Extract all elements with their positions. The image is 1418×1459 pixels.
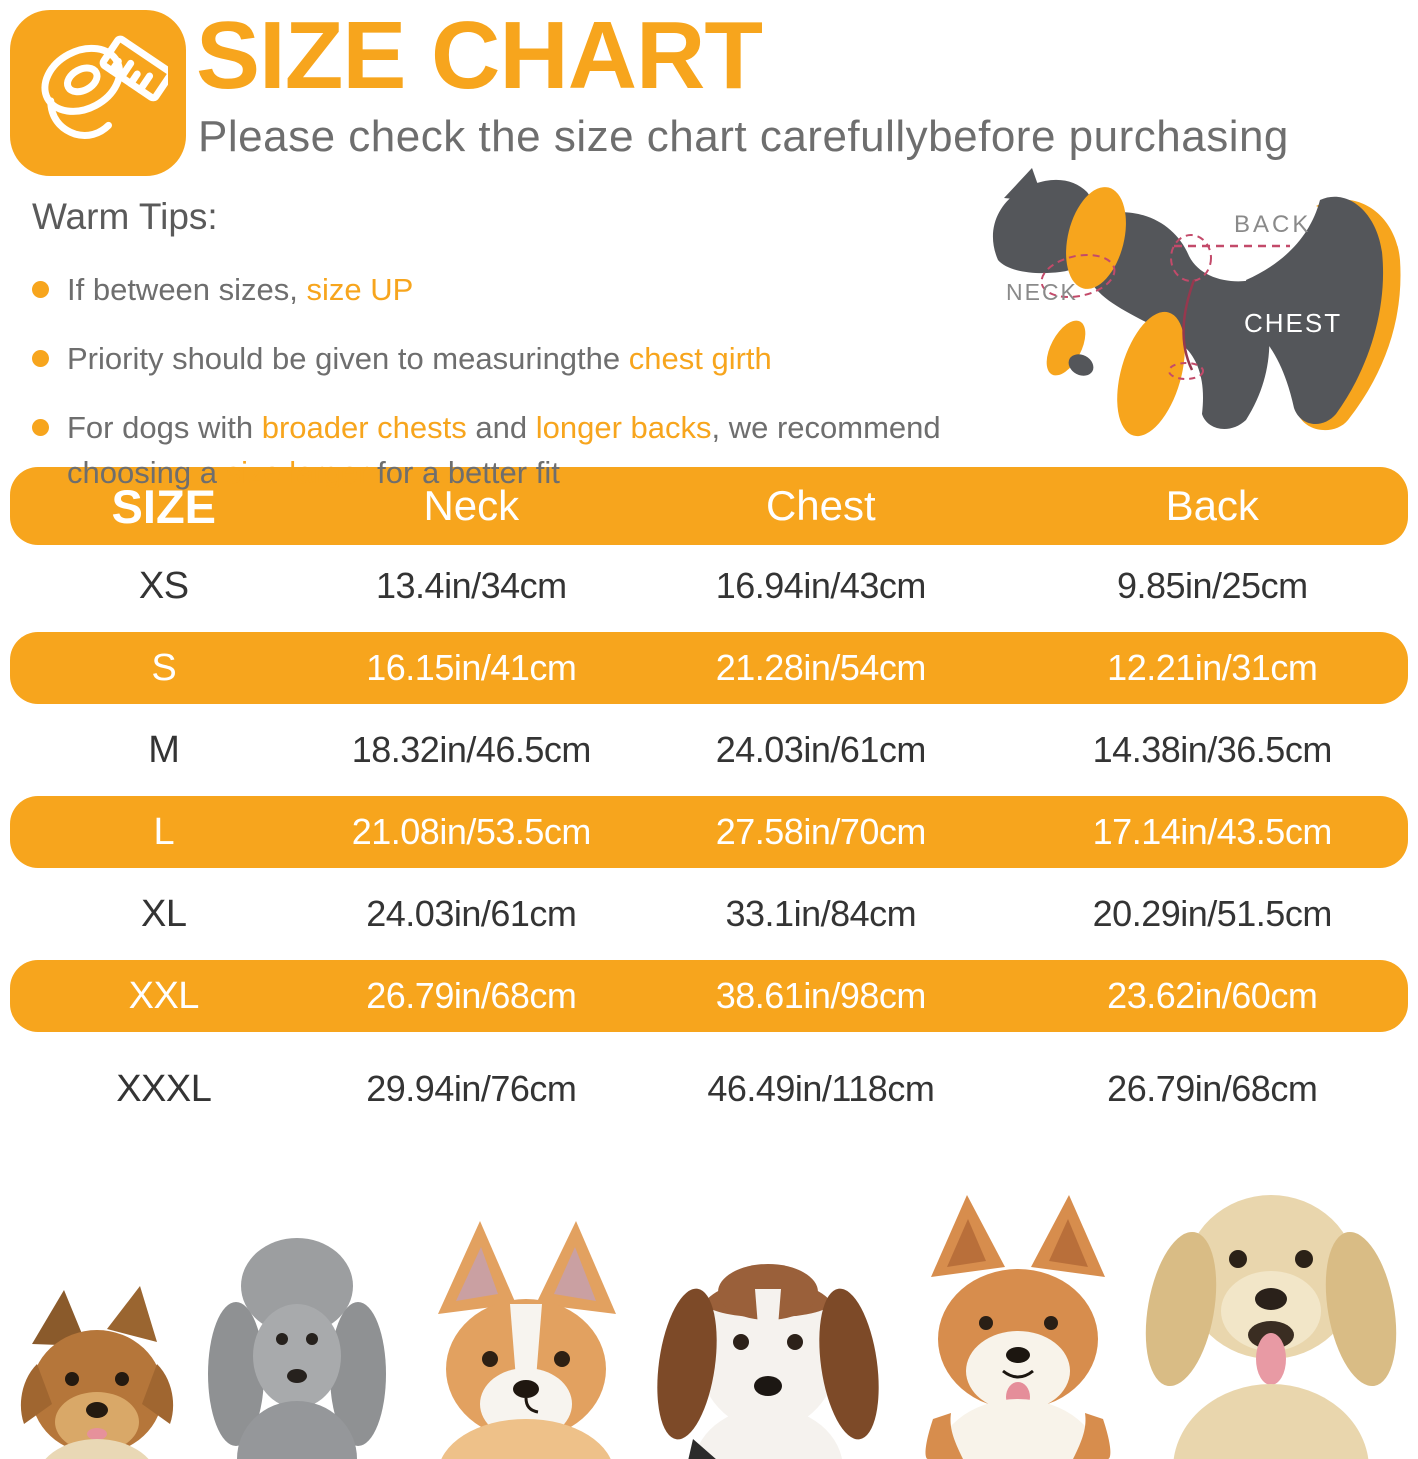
bullet-icon: [32, 350, 49, 367]
dog-measurement-diagram: [948, 158, 1418, 458]
neck-cell: 18.32in/46.5cm: [351, 729, 591, 770]
chest-cell: 27.58in/70cm: [715, 811, 926, 852]
back-cell: 26.79in/68cm: [1107, 1068, 1318, 1109]
chest-cell: 33.1in/84cm: [725, 893, 917, 934]
neck-cell: 26.79in/68cm: [366, 975, 577, 1016]
col-header-chest: Chest: [765, 482, 876, 529]
back-cell: 9.85in/25cm: [1116, 565, 1308, 606]
header: [0, 0, 1418, 180]
dog-photo-golden-retriever: [1126, 1159, 1416, 1459]
size-cell: XXL: [128, 974, 199, 1017]
tip-item: [32, 337, 980, 382]
dog-photo-corgi: [398, 1219, 653, 1459]
dog-photo-beagle: [655, 1234, 880, 1459]
table-row: [10, 632, 1408, 704]
neck-cell: 13.4in/34cm: [376, 565, 567, 606]
measuring-tape-icon: [10, 10, 186, 176]
chest-cell: 24.03in/61cm: [715, 729, 926, 770]
warm-tips-section: [0, 180, 980, 490]
chest-cell: 16.94in/43cm: [715, 565, 926, 606]
size-cell: XS: [138, 564, 189, 607]
measuring-tape-glyph: [28, 27, 168, 159]
size-cell: S: [151, 646, 177, 689]
neck-cell: 21.08in/53.5cm: [351, 811, 591, 852]
neck-cell: 16.15in/41cm: [366, 647, 577, 688]
table-row: [10, 873, 1408, 955]
tip-text: If between sizes, size UP: [67, 272, 414, 307]
bullet-icon: [32, 281, 49, 298]
back-cell: 17.14in/43.5cm: [1092, 811, 1332, 852]
chest-label: CHEST: [1244, 308, 1343, 338]
size-chart-table: [10, 467, 1408, 1130]
dog-photo-shiba-inu: [883, 1189, 1123, 1459]
bullet-icon: [32, 419, 49, 436]
neck-cell: 24.03in/61cm: [366, 893, 577, 934]
col-header-back: Back: [1165, 482, 1259, 529]
neck-cell: 29.94in/76cm: [366, 1068, 577, 1109]
table-row: [10, 709, 1408, 791]
page-subtitle: Please check the size chart carefullybefore purchasing: [198, 112, 1289, 161]
table-row: [10, 545, 1408, 627]
col-header-neck: Neck: [423, 482, 520, 529]
chest-cell: 21.28in/54cm: [715, 647, 926, 688]
back-cell: 20.29in/51.5cm: [1092, 893, 1332, 934]
dog-photos-row: [0, 1157, 1418, 1459]
size-cell: XL: [141, 892, 187, 935]
tip-item: [32, 268, 980, 313]
table-row: [10, 796, 1408, 868]
warm-tips-heading: Warm Tips:: [32, 196, 218, 237]
table-row: [10, 960, 1408, 1032]
tip-text: Priority should be given to measuringthe chest girth: [67, 340, 772, 376]
page-title: SIZE CHART: [196, 2, 762, 109]
table-row: [10, 1048, 1408, 1130]
dog-photo-yorkshire-terrier: [2, 1284, 197, 1459]
neck-label: NECK: [1006, 279, 1078, 305]
back-cell: 23.62in/60cm: [1107, 975, 1318, 1016]
tip-text: For dogs with broader chests and longer backs, we recommend choosing a size larger for a better fit: [67, 409, 941, 490]
col-header-size: SIZE: [111, 479, 216, 533]
back-cell: 12.21in/31cm: [1107, 647, 1318, 688]
chest-cell: 38.61in/98cm: [715, 975, 926, 1016]
size-cell: XXXL: [116, 1067, 212, 1110]
size-cell: L: [153, 810, 175, 853]
size-cell: M: [148, 728, 180, 771]
chest-cell: 46.49in/118cm: [707, 1068, 935, 1109]
back-label: BACK: [1234, 211, 1312, 238]
back-cell: 14.38in/36.5cm: [1092, 729, 1332, 770]
tip-item: [32, 406, 980, 496]
dog-photo-poodle: [200, 1234, 395, 1459]
